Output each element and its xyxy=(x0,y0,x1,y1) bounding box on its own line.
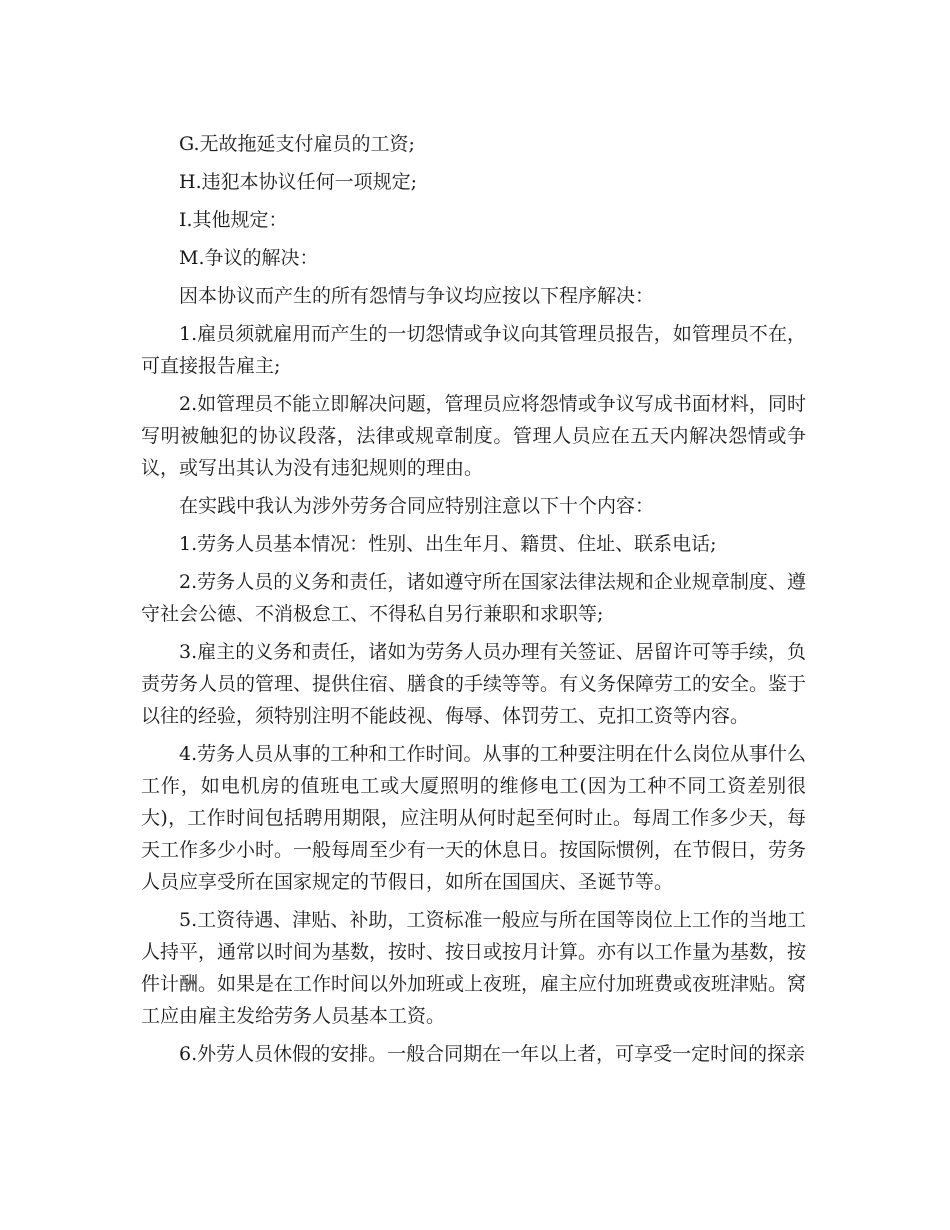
paragraph-clause-h: H.违犯本协议任何一项规定; xyxy=(179,171,418,193)
paragraph-item-3: 3.雇主的义务和责任，诸如为劳务人员办理有关签证、居留许可等手续，负责劳务人员的管理、提供住宿、膳食的手续等等。有义务保障劳工的安全。鉴于以往的经验，须特别注明不能歧视、侮辱、体罚劳工、克扣工资等内容。 xyxy=(141,641,807,727)
paragraph-dispute-step-2: 2.如管理员不能立即解决问题，管理员应将怨情或争议写成书面材料，同时写明被触犯的协议段落，法律或规章制度。管理人员应在五天内解决怨情或争议，或写出其认为没有违犯规则的理由。 xyxy=(141,393,806,479)
paragraph-item-1: 1.劳务人员基本情况：性别、出生年月、籍贯、住址、联系电话; xyxy=(179,533,717,555)
paragraph-item-6: 6.外劳人员休假的安排。一般合同期在一年以上者，可享受一定时间的探亲 xyxy=(179,1043,806,1065)
paragraph-practice-intro: 在实践中我认为涉外劳务合同应特别注意以下十个内容： xyxy=(179,495,655,517)
paragraph-clause-g: G.无故拖延支付雇员的工资; xyxy=(179,133,415,155)
paragraph-item-5: 5.工资待遇、津贴、补助，工资标准一般应与所在国等岗位上工作的当地工人持平，通常以时间为基数，按时、按日或按月计算。亦有以工作量为基数，按件计酬。如果是在工作时间以外加班或上夜班，雇主应付加班费或夜班津贴。窝工应由雇主发给劳务人员基本工资。 xyxy=(141,909,807,1027)
paragraph-item-4: 4.劳务人员从事的工种和工作时间。从事的工种要注明在什么岗位从事什么工作，如电机房的值班电工或大厦照明的维修电工(因为工种不同工资差别很大)，工作时间包括聘用期限，应注明从何时起至何时止。每周工作多少天，每天工作多少小时。一般每周至少有一天的休息日。按国际惯例，在节假日，劳务人员应享受所在国家规定的节假日，如所在国国庆、圣诞节等。 xyxy=(141,743,807,893)
paragraph-dispute-intro: 因本协议而产生的所有怨情与争议均应按以下程序解决： xyxy=(179,285,655,307)
paragraph-dispute-step-1: 1.雇员须就雇用而产生的一切怨情或争议向其管理员报告，如管理员不在，可直接报告雇主; xyxy=(141,323,806,377)
paragraph-clause-m: M.争议的解决： xyxy=(179,247,319,269)
paragraph-item-2: 2.劳务人员的义务和责任，诸如遵守所在国家法律法规和企业规章制度、遵守社会公德、不消极怠工、不得私自另行兼职和求职等; xyxy=(141,571,806,625)
document-body xyxy=(141,128,806,1076)
paragraph-clause-i: I.其他规定： xyxy=(179,209,288,231)
